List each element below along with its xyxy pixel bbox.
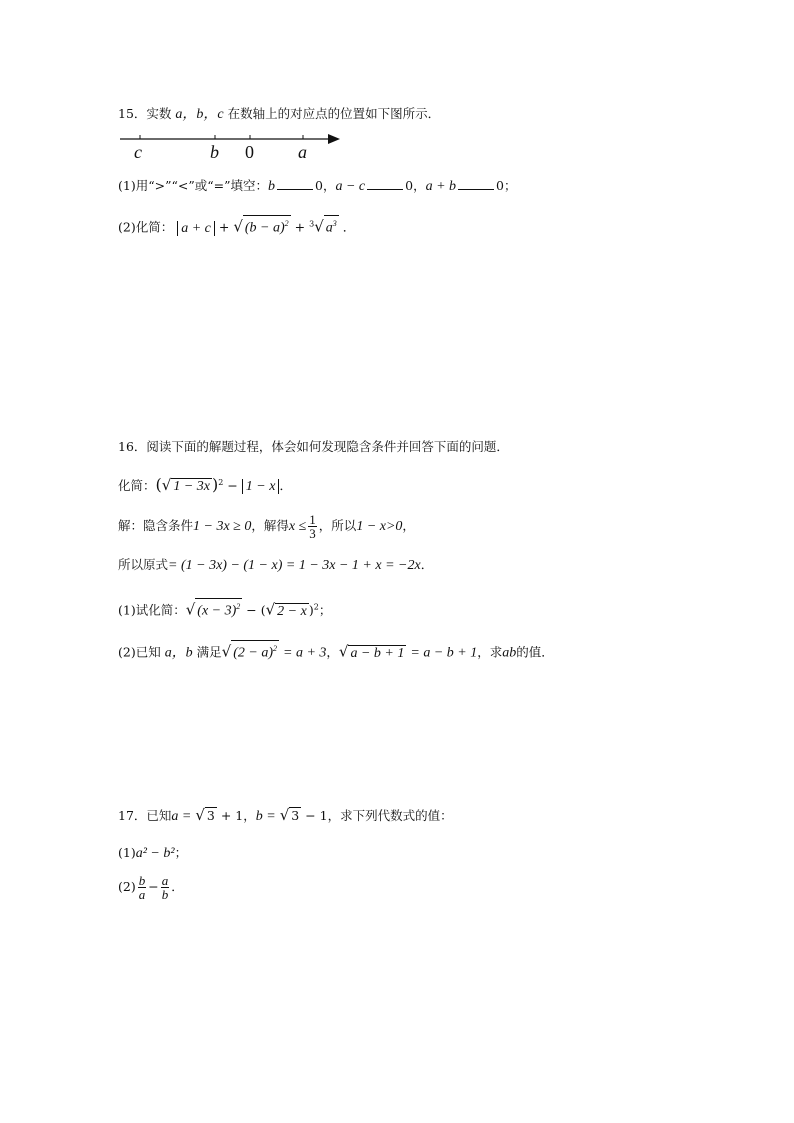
blank-3[interactable]	[458, 177, 494, 190]
q17-part2: (2) $\frac{b}{a}$ − $\frac{a}{b}$ ．	[118, 873, 184, 902]
q17-part1: (1)a² − b²；	[118, 845, 188, 861]
number-line-label-c: c	[134, 142, 142, 162]
q16-part1: (1)试化简：√ $(x - 3)^2$ − (√ 2 − x )$^2$；	[118, 598, 331, 620]
q15-stem: 15．实数 a，b，c 在数轴上的对应点的位置如下图所示．	[118, 106, 441, 122]
q16-part2: (2)已知 a，b 满足√ $(2 - a)^2 = a + 3$，√ a − b + 1 = a − b + 1，求ab的值．	[118, 640, 554, 662]
abs-expression: a + c	[177, 221, 215, 236]
number-line	[118, 130, 348, 160]
q16-result: 所以原式= (1 − 3x) − (1 − x) = 1 − 3x − 1 + x = −2x．	[118, 557, 434, 573]
fraction-b-over-a: $\frac{b}{a}$	[138, 873, 146, 902]
number-line-label-0: 0	[245, 142, 254, 162]
q16-stem: 16．阅读下面的解题过程，体会如何发现隐含条件并回答下面的问题．	[118, 439, 509, 454]
sqrt-expression: $(b - a)^2$	[243, 215, 291, 237]
number-line-label-a: a	[298, 142, 307, 162]
number-line-label-b: b	[210, 142, 219, 162]
q16-simplify: 化简：(√ 1 − 3x )$^2$ − 1 − x ．	[118, 475, 292, 495]
number-line-arrow-icon	[328, 134, 340, 144]
q16-solution: 解：隐含条件1 − 3x ≥ 0，解得x ≤ $\frac{1}{3}$ ，所以1 − x>0，	[118, 512, 415, 541]
q17-stem: 17．已知a = √ 3 + 1，b = √ 3 − 1，求下列代数式的值：	[118, 806, 453, 824]
fraction-one-third: $\frac{1}{3}$	[309, 512, 316, 541]
cube-root-expression: $a^3$	[324, 215, 339, 237]
q15-part2: (2)化简： a + c + √ $(b - a)^2 + ^3√$ $a^3$ ．	[118, 215, 355, 237]
blank-2[interactable]	[367, 177, 403, 190]
blank-1[interactable]	[277, 177, 313, 190]
fraction-a-over-b: $\frac{a}{b}$	[161, 873, 169, 902]
q15-part1: (1)用“>”“<”或“=”填空：b 0，a − c 0，a + b 0；	[118, 178, 517, 194]
